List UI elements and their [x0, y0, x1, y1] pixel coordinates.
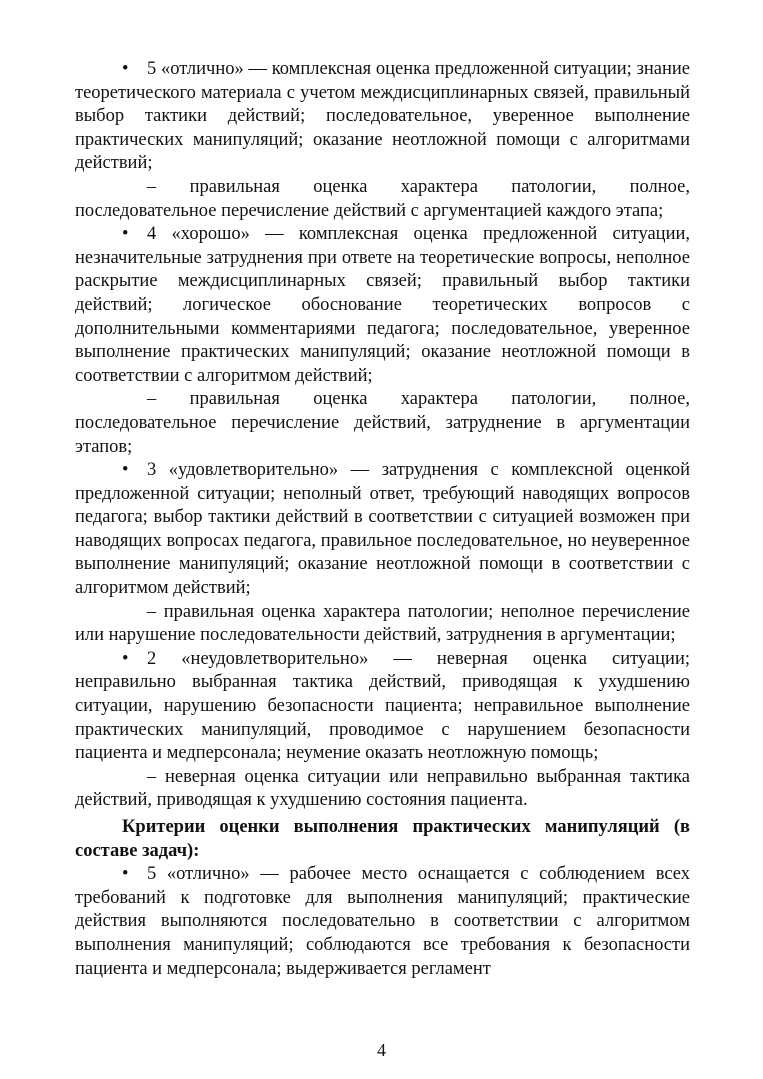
- paragraph-bullet-excellent: [75, 58, 690, 176]
- paragraph-dash-unsatisfactory: – неверная оценка ситуации или неправильно выбранная тактика действий, приводящая к ухудшению состояния пациента.: [75, 766, 690, 811]
- bullet-icon: •: [122, 59, 129, 79]
- bullet-icon: •: [122, 864, 129, 885]
- paragraph-text: 5 «отлично» — комплексная оценка предложенной ситуации; знание теоретического материала с учетом междисциплинарных связей, правильный выбор тактики действий; последовательное, уверенное выполнение практических манипуляций; оказание неотложной помощи с алгоритмами действий;: [75, 59, 690, 174]
- page-number: 4: [377, 1040, 386, 1060]
- paragraph-dash-satisfactory: – правильная оценка характера патологии; неполное перечисление или нарушение последовательности действий, затруднения в аргументации;: [75, 601, 690, 646]
- paragraph-text: 3 «удовлетворительно» — затруднения с комплексной оценкой предложенной ситуации; неполный ответ, требующий наводящих вопросов педагога; выбор тактики действий в соответствии с ситуацией возможен при наводящих вопросах педагога, правильное последовательное, но неуверенное выполнение манипуляций; оказание неотложной помощи в соответствии с алгоритмом действий;: [75, 460, 690, 599]
- paragraph-text: 2 «неудовлетворительно» — неверная оценка ситуации; неправильно выбранная тактика действий, приводящая к ухудшению ситуации, нарушению безопасности пациента; неправильное выполнение практических манипуляций, проводимое с нарушением безопасности пациента и медперсонала; неумение оказать неотложную помощь;: [75, 648, 690, 764]
- bullet-icon: •: [122, 224, 129, 245]
- paragraph-bullet-good: [75, 223, 690, 388]
- paragraph-text: 5 «отлично» — рабочее место оснащается с соблюдением всех требований к подготовке для выполнения манипуляций; практические действия выполняются последовательно в соответствии с алгоритмом выполнения манипуляций; соблюдаются все требования к безопасности пациента и медперсонала; выдерживается регламент: [75, 864, 690, 979]
- paragraph-dash-excellent: – правильная оценка характера патологии, полное, последовательное перечисление действий с аргументацией каждого этапа;: [75, 176, 690, 221]
- paragraph-bullet-satisfactory: [75, 459, 690, 601]
- bullet-icon: •: [122, 460, 129, 481]
- paragraph-bullet-unsatisfactory: [75, 648, 690, 766]
- paragraph-text: 4 «хорошо» — комплексная оценка предложенной ситуации, незначительные затруднения при ответе на теоретические вопросы, неполное раскрытие междисциплинарных связей; правильный выбор тактики действий; логическое обоснование теоретических вопросов с дополнительными комментариями педагога; последовательное, уверенное выполнение практических манипуляций; оказание неотложной помощи в соответствии с алгоритмом действий;: [75, 224, 690, 386]
- paragraph-bullet-manipulation-excellent: [75, 863, 690, 981]
- paragraph-dash-good: – правильная оценка характера патологии, полное, последовательное перечисление действий, затруднение в аргументации этапов;: [75, 389, 690, 457]
- bullet-icon: •: [122, 648, 129, 669]
- document-page: [75, 58, 690, 981]
- section-heading: Критерии оценки выполнения практических манипуляций (в составе задач):: [75, 817, 690, 861]
